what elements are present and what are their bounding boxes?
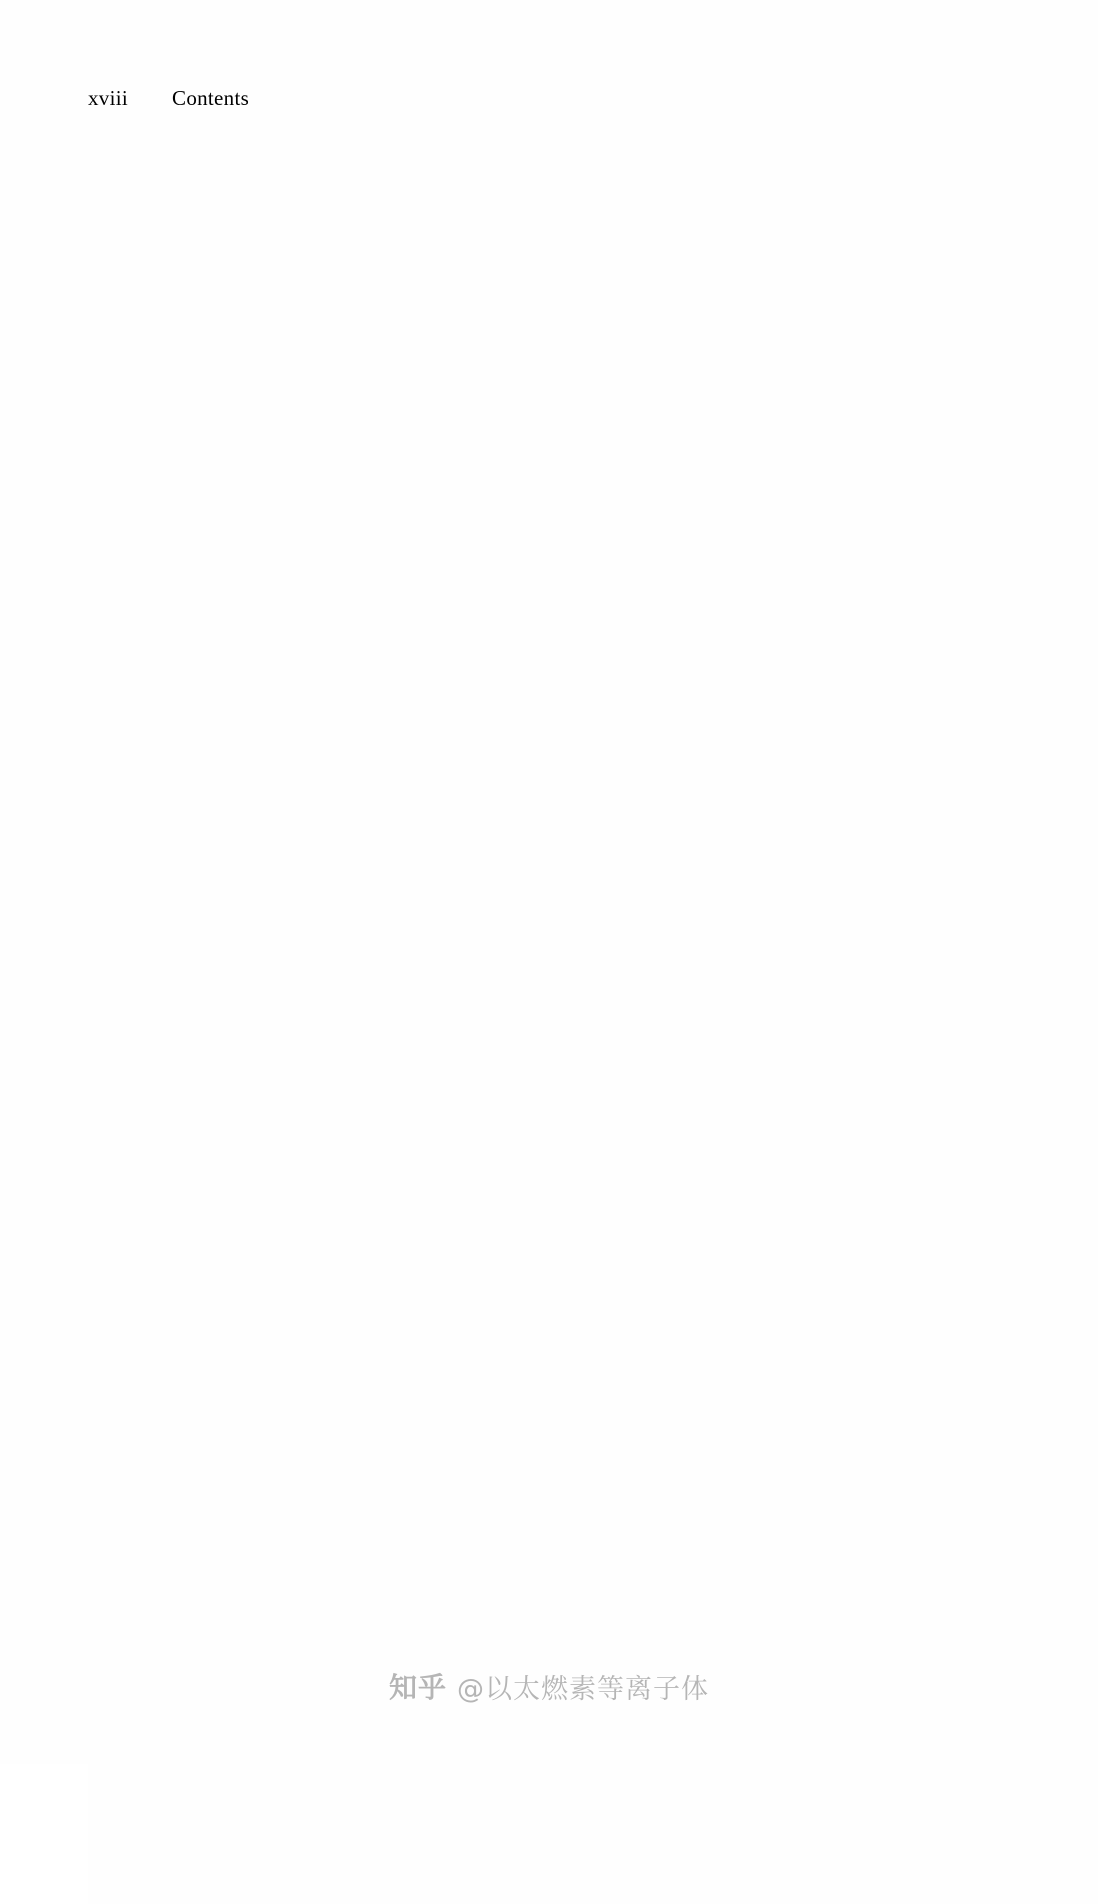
running-head [88, 86, 249, 111]
watermark [0, 1666, 1098, 1706]
watermark-handle: @以太燃素等离子体 [457, 1673, 709, 1705]
toc-references-entry[interactable] [88, 1494, 898, 1525]
toc-chapter-block [88, 1214, 898, 1526]
page-folio: xviii [88, 86, 129, 110]
zhihu-logo: 知乎 [388, 1671, 447, 1704]
toc-page-number [88, 140, 1098, 1904]
table-of-contents [88, 140, 898, 1525]
page-title: Contents [172, 86, 250, 110]
